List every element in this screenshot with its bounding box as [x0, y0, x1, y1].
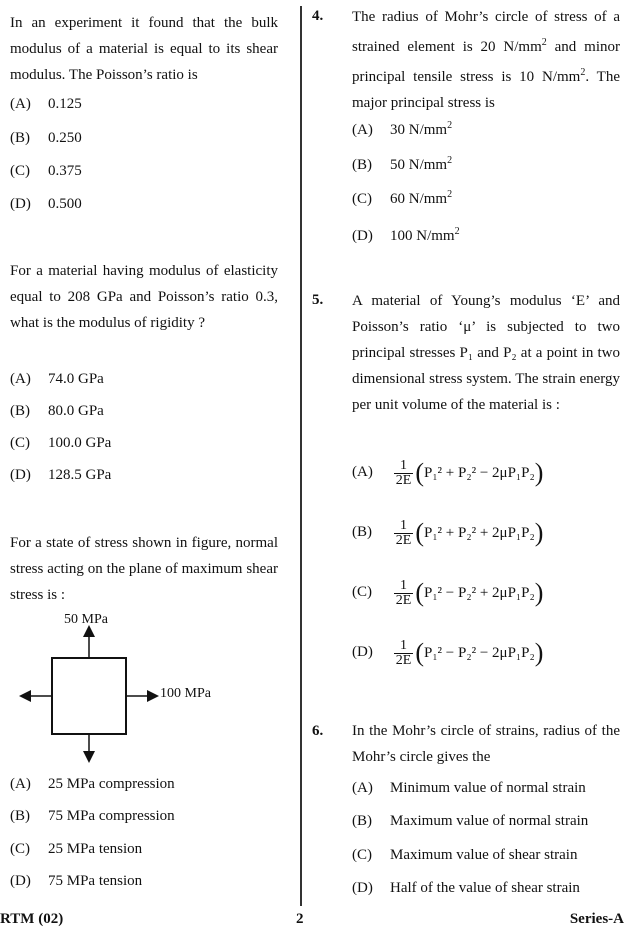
q6-stem: In the Mohr’s circle of strains, radius of the Mohr’s circle gives the	[352, 723, 620, 765]
q-prev3-option-d: (D) 75 MPa tension	[10, 873, 143, 889]
q4-option-c: (C) 60 $N/mm^2$	[352, 189, 453, 207]
fig-label-top: 50 MPa	[64, 612, 108, 627]
q5-option-c: (C) $\frac{1}{2E}$ (P₁² − P₂² + 2μP₁P₂)	[352, 577, 544, 608]
q5-option-d: (D) $\frac{1}{2E}$ (P₁² − P₂² − 2μP₁P₂)	[352, 637, 544, 668]
q-prev3-stem: For a state of stress shown in figure, normal stress acting on the plane of maximum shear stress is :	[10, 535, 278, 603]
stress-element-square	[52, 658, 126, 734]
q-prev3-option-b: (B) 75 MPa compression	[10, 808, 175, 824]
fig-label-right: 100 MPa	[160, 686, 211, 701]
q-prev2-stem: For a material having modulus of elasticity equal to 208 GPa and Poisson’s ratio 0.3, what is the modulus of rigidity ?	[10, 263, 278, 331]
q-prev3-option-a: (A) 25 MPa compression	[10, 776, 175, 792]
q-prev3-option-c: (C) 25 MPa tension	[10, 841, 143, 857]
q6-option-b: (B) Maximum value of normal strain	[352, 813, 589, 829]
q5-number: 5.	[312, 292, 324, 308]
q5-stem: A material of Young’s modulus ‘E’ and Poisson’s ratio ‘μ’ is subjected to two principal stresses P₁ and P₂ at a point in two dimensional stress system. The strain energy per unit volume of the material is :	[352, 293, 620, 413]
column-divider	[300, 6, 302, 906]
q6-option-d: (D) Half of the value of shear strain	[352, 880, 580, 896]
page-number: 2	[296, 911, 304, 927]
q5-option-a: (A) $\frac{1}{2E}$ (P₁² + P₂² − 2μP₁P₂)	[352, 457, 544, 488]
q-prev2-option-a: (A) 74.0 GPa	[10, 371, 104, 387]
q-prev1-stem: In an experiment it found that the bulk modulus of a material is equal to its shear modulus. The Poisson’s ratio is	[10, 15, 278, 83]
q-prev1-option-b: (B) 0.250	[10, 130, 82, 146]
q4-number: 4.	[312, 8, 324, 24]
q-prev1-option-c: (C) 0.375	[10, 163, 82, 179]
q-prev2-option-b: (B) 80.0 GPa	[10, 403, 104, 419]
q6-number: 6.	[312, 723, 324, 739]
q4-option-d: (D) 100 $N/mm^2$	[352, 226, 460, 244]
footer-code: RTM (02)	[0, 911, 64, 927]
q-prev2-option-c: (C) 100.0 GPa	[10, 435, 112, 451]
q4-stem: The radius of Mohr’s circle of stress of a strained element is 20 $N/mm^2$ and minor principal tensile stress is 10 $N/mm^2$. The major principal stress is	[352, 9, 620, 111]
q-prev1-option-a: (A) 0.125	[10, 96, 82, 112]
q6-option-a: (A) Minimum value of normal strain	[352, 780, 586, 796]
q6-option-c: (C) Maximum value of shear strain	[352, 847, 578, 863]
series-label: Series-A	[569, 911, 624, 927]
q4-option-a: (A) 30 $N/mm^2$	[352, 120, 453, 138]
q-prev1-option-d: (D) 0.500	[10, 196, 82, 212]
q-prev2-option-d: (D) 128.5 GPa	[10, 467, 112, 483]
q5-option-b: (B) $\frac{1}{2E}$ (P₁² + P₂² + 2μP₁P₂)	[352, 517, 544, 548]
q4-option-b: (B) 50 $N/mm^2$	[352, 155, 453, 173]
stress-element-figure	[10, 610, 280, 770]
